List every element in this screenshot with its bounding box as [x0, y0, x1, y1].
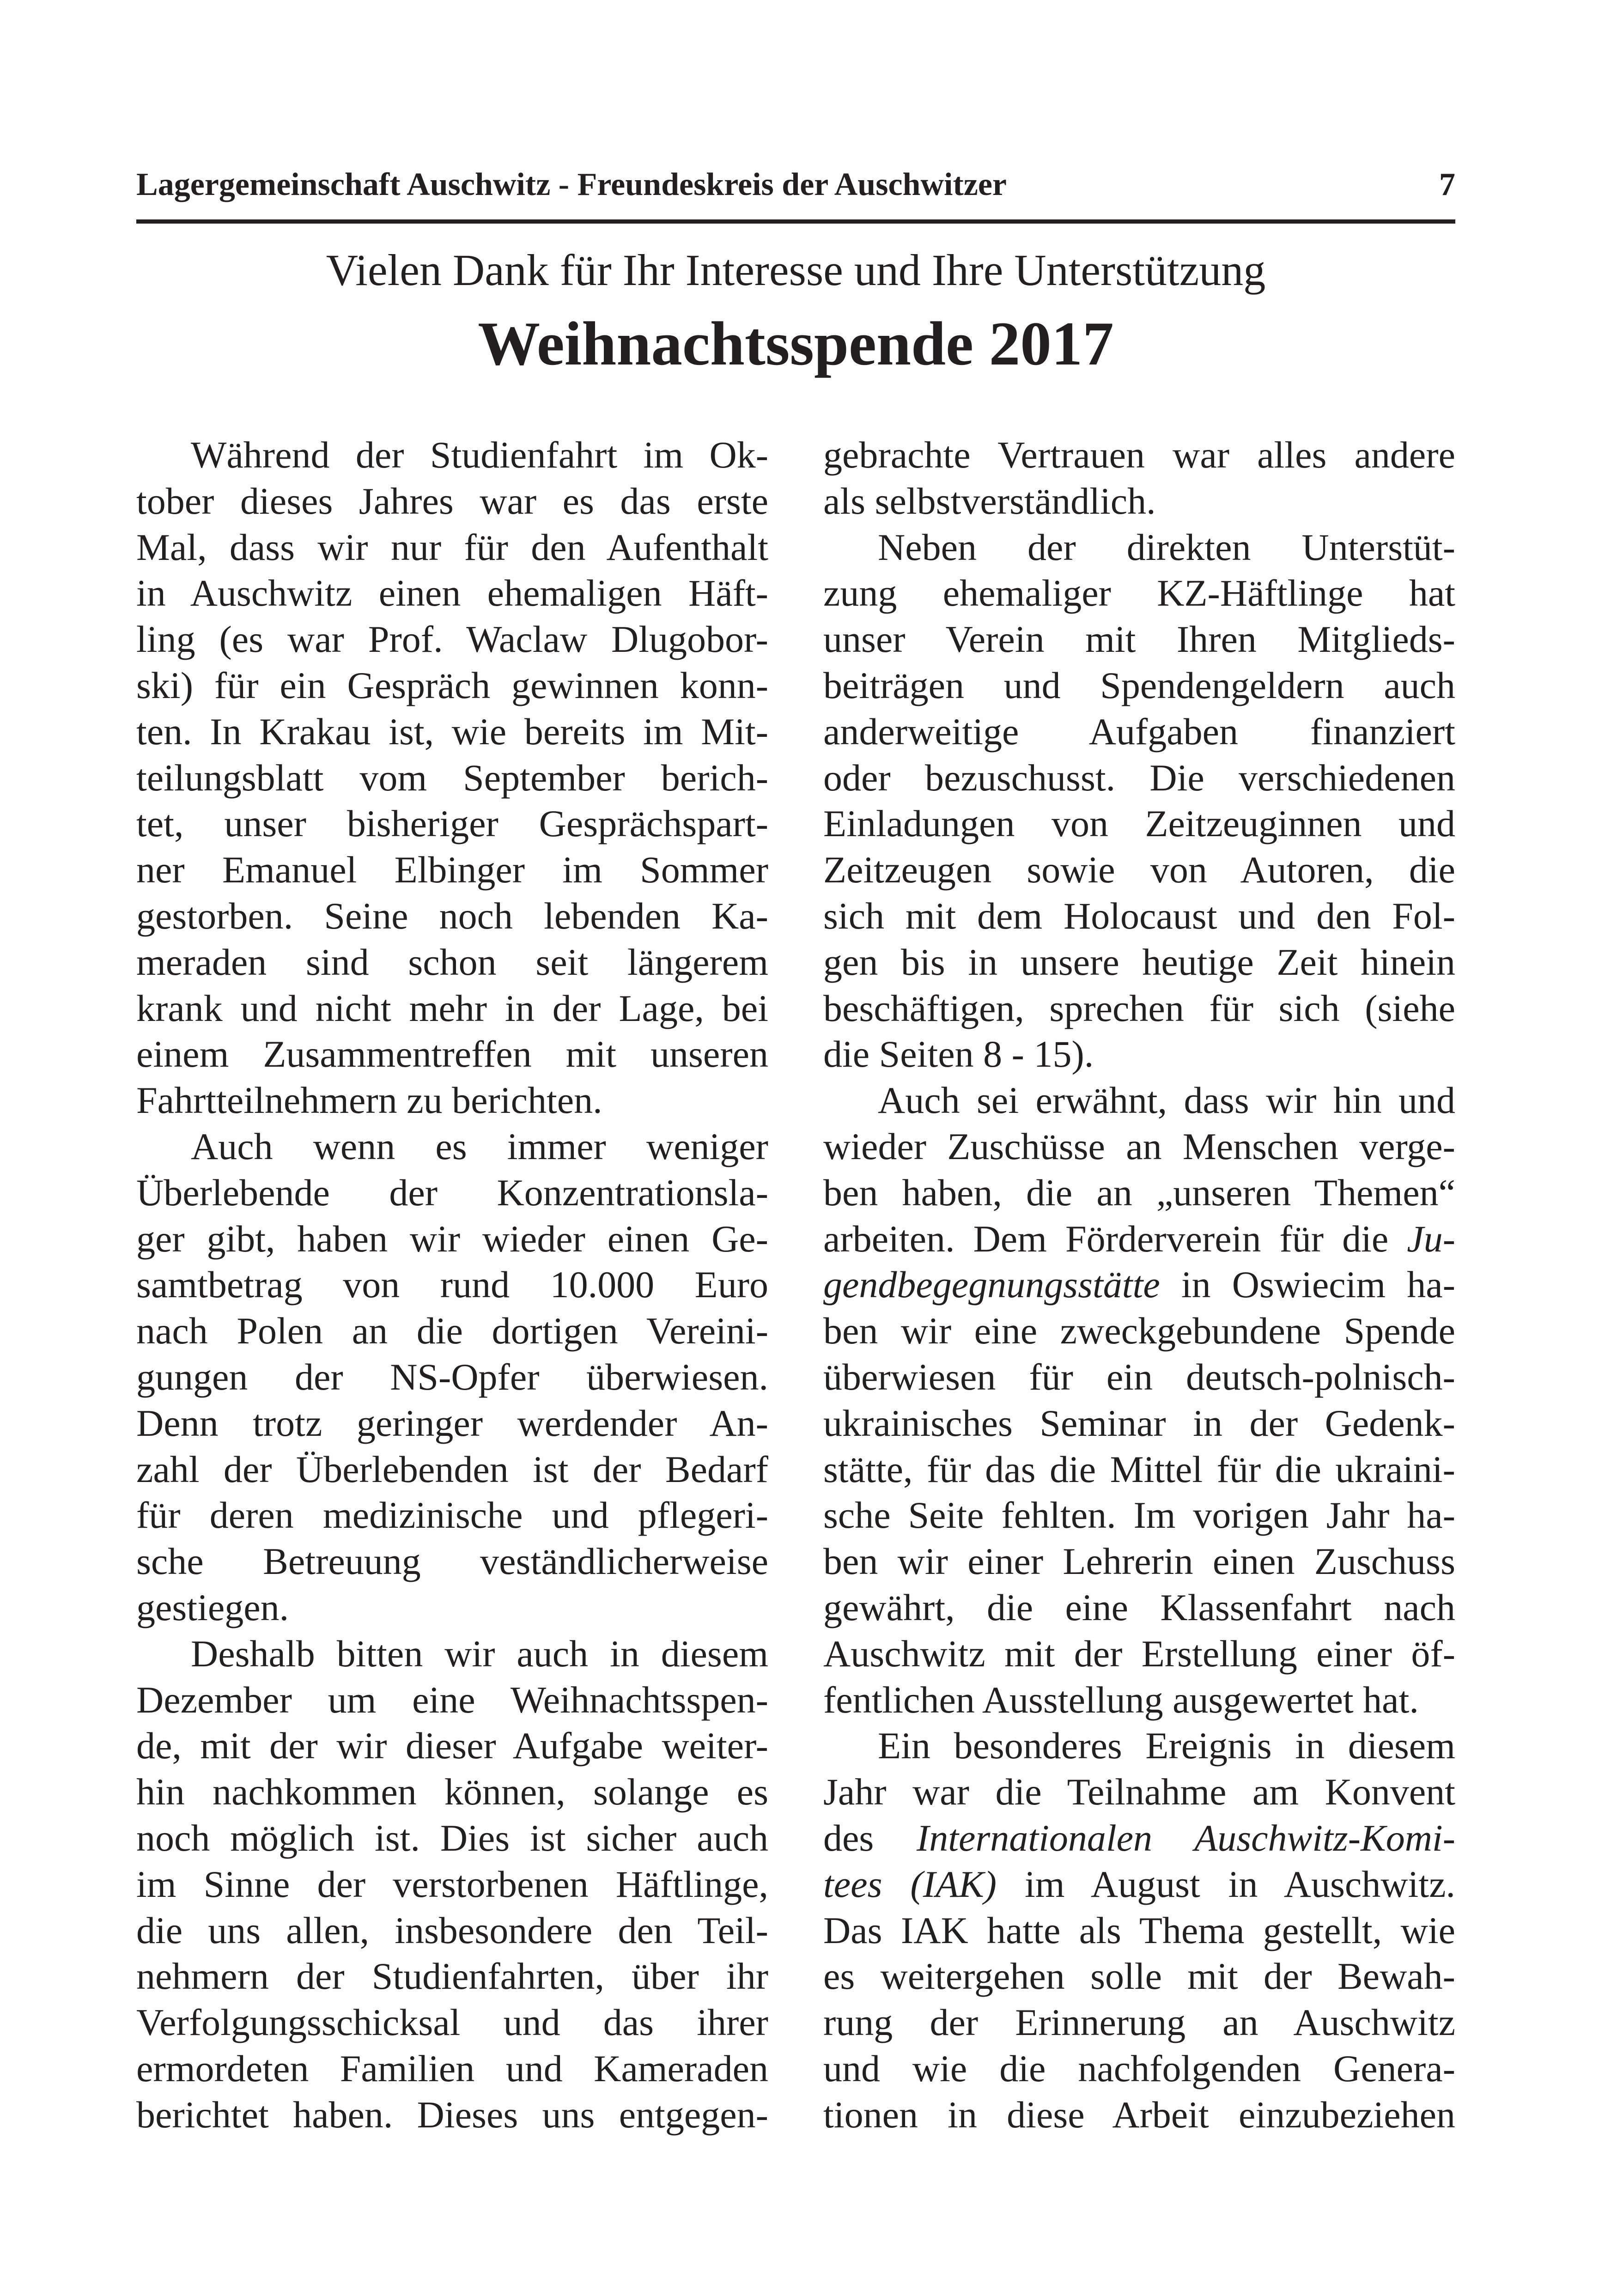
text-line: gungen der NS-Opfer überwiesen. — [136, 1355, 768, 1398]
text-line: überwiesen für ein deutsch-polnisch- — [823, 1355, 1455, 1398]
text-line: gen bis in unsere heutige Zeit hinein — [823, 941, 1455, 983]
text-line: fentlichen Ausstellung ausgewertet hat. — [823, 1678, 1419, 1721]
text-line: ukrainisches Seminar in der Gedenk- — [823, 1402, 1455, 1444]
text-line: Fahrtteilnehmern zu berichten. — [136, 1079, 602, 1122]
text-line: stätte, für das die Mittel für die ukraini- — [823, 1448, 1455, 1490]
text-line: Zeitzeugen sowie von Autoren, die — [823, 849, 1455, 891]
text-line: oder bezuschusst. Die verschiedenen — [823, 756, 1455, 799]
text-line: teilungsblatt vom September berich- — [136, 756, 768, 799]
text-line: und wie die nachfolgenden Genera- — [823, 2047, 1455, 2089]
text-line: nehmern der Studienfahrten, über ihr — [136, 1955, 768, 1998]
text-line: beschäftigen, sprechen für sich (siehe — [823, 987, 1455, 1029]
text-line: berichtet haben. Dieses uns entgegen- — [136, 2093, 768, 2136]
text-line: meraden sind schon seit längerem — [136, 941, 768, 983]
text-line: Auch sei erwähnt, dass wir hin und — [878, 1079, 1455, 1122]
text-line: ski) für ein Gespräch gewinnen konn- — [136, 664, 768, 706]
text-line: Dezember um eine Weihnachtsspen- — [136, 1678, 768, 1721]
text-column-right — [823, 432, 1455, 2138]
text-line: ger gibt, haben wir wieder einen Ge- — [136, 1217, 768, 1260]
text-span: arbeiten. Dem Förderverein für die — [823, 1217, 1407, 1260]
text-line: hin nachkommen können, solange es — [136, 1771, 768, 1813]
text-line: sche Betreuung veständlicherweise — [136, 1540, 768, 1583]
text-line: de, mit der wir dieser Aufgabe weiter- — [136, 1725, 768, 1767]
text-span: des — [823, 1816, 917, 1859]
text-line: Deshalb bitten wir auch in diesem — [191, 1632, 768, 1675]
text-line: gestiegen. — [136, 1586, 289, 1628]
text-line: Jahr war die Teilnahme am Konvent — [823, 1771, 1455, 1813]
text-line — [823, 1262, 1455, 1308]
text-line: nach Polen an die dortigen Vereini- — [136, 1310, 768, 1352]
text-line: Überlebende der Konzentrationsla- — [136, 1171, 768, 1214]
text-line: ten. In Krakau ist, wie bereits im Mit- — [136, 710, 768, 753]
italic-text: Internationalen Auschwitz-Komi- — [916, 1816, 1455, 1859]
text-line: Denn trotz geringer werdender An- — [136, 1402, 768, 1444]
text-line — [823, 1861, 1455, 1907]
text-line: die uns allen, insbesondere den Teil- — [136, 1909, 768, 1951]
text-line: krank und nicht mehr in der Lage, bei — [136, 987, 768, 1029]
text-line: ling (es war Prof. Waclaw Dlugobor- — [136, 618, 768, 661]
text-line: tet, unser bisheriger Gesprächspart- — [136, 802, 768, 845]
text-line: unser Verein mit Ihren Mitglieds- — [823, 618, 1455, 661]
article-subtitle: Vielen Dank für Ihr Interesse und Ihre Unterstützung — [326, 245, 1266, 295]
text-line: Auschwitz mit der Erstellung einer öf- — [823, 1632, 1455, 1675]
italic-text: Ju- — [1407, 1217, 1455, 1260]
text-line: gestorben. Seine noch lebenden Ka- — [136, 894, 768, 937]
text-line: Neben der direkten Unterstüt- — [878, 526, 1455, 568]
text-line — [823, 1216, 1455, 1262]
text-line: tober dieses Jahres war es das erste — [136, 480, 768, 522]
text-span: in Oswiecim ha- — [1160, 1263, 1455, 1306]
text-line: ben wir eine zweckgebundene Spende — [823, 1310, 1455, 1352]
text-line: Ein besonderes Ereignis in diesem — [878, 1725, 1455, 1767]
text-line: ben wir einer Lehrerin einen Zuschuss — [823, 1540, 1455, 1583]
text-line: Auch wenn es immer weniger — [191, 1125, 768, 1167]
text-line: Mal, dass wir nur für den Aufenthalt — [136, 526, 768, 568]
running-header — [136, 164, 1455, 224]
text-line: tionen in diese Arbeit einzubeziehen — [823, 2093, 1455, 2136]
text-line: sche Seite fehlten. Im vorigen Jahr ha- — [823, 1494, 1455, 1537]
text-line: für deren medizinische und pflegeri- — [136, 1494, 768, 1537]
text-line: zahl der Überlebenden ist der Bedarf — [136, 1448, 768, 1490]
text-line: im Sinne der verstorbenen Häftlinge, — [136, 1863, 768, 1905]
text-line: Das IAK hatte als Thema gestellt, wie — [823, 1909, 1455, 1951]
text-line: sich mit dem Holocaust und den Fol- — [823, 894, 1455, 937]
page-number: 7 — [1439, 167, 1455, 202]
running-title: Lagergemeinschaft Auschwitz - Freundeskreis der Auschwitzer — [136, 167, 1007, 202]
text-line: in Auschwitz einen ehemaligen Häft- — [136, 572, 768, 614]
italic-text: tees (IAK) — [823, 1863, 997, 1905]
text-line: ben haben, die an „unseren Themen“ — [823, 1171, 1455, 1214]
article-title: Weihnachtsspende 2017 — [478, 310, 1114, 378]
text-line: es weitergehen solle mit der Bewah- — [823, 1955, 1455, 1998]
text-line: rung der Erinnerung an Auschwitz — [823, 2001, 1455, 2044]
text-line: ermordeten Familien und Kameraden — [136, 2047, 768, 2089]
italic-text: gendbegegnungsstätte — [823, 1263, 1160, 1306]
text-line: Einladungen von Zeitzeuginnen und — [823, 802, 1455, 845]
text-column-left — [136, 432, 768, 2138]
text-line: Verfolgungsschicksal und das ihrer — [136, 2001, 768, 2044]
text-line: als selbstverständlich. — [823, 480, 1156, 522]
text-line: Während der Studienfahrt im Ok- — [191, 434, 768, 476]
text-line: die Seiten 8 - 15). — [823, 1033, 1094, 1075]
text-line: zung ehemaliger KZ-Häftlinge hat — [823, 572, 1455, 614]
text-line: beiträgen und Spendengeldern auch — [823, 664, 1455, 706]
text-line: samtbetrag von rund 10.000 Euro — [136, 1263, 768, 1306]
text-line: noch möglich ist. Dies ist sicher auch — [136, 1816, 768, 1859]
text-line: anderweitige Aufgaben finanziert — [823, 710, 1455, 753]
text-line: einem Zusammentreffen mit unseren — [136, 1033, 768, 1075]
text-line: gewährt, die eine Klassenfahrt nach — [823, 1586, 1455, 1628]
text-line: wieder Zuschüsse an Menschen verge- — [823, 1125, 1455, 1167]
text-line: ner Emanuel Elbinger im Sommer — [136, 849, 768, 891]
text-span: im August in Auschwitz. — [997, 1863, 1455, 1905]
text-line: gebrachte Vertrauen war alles andere — [823, 434, 1455, 476]
text-line — [823, 1815, 1455, 1861]
